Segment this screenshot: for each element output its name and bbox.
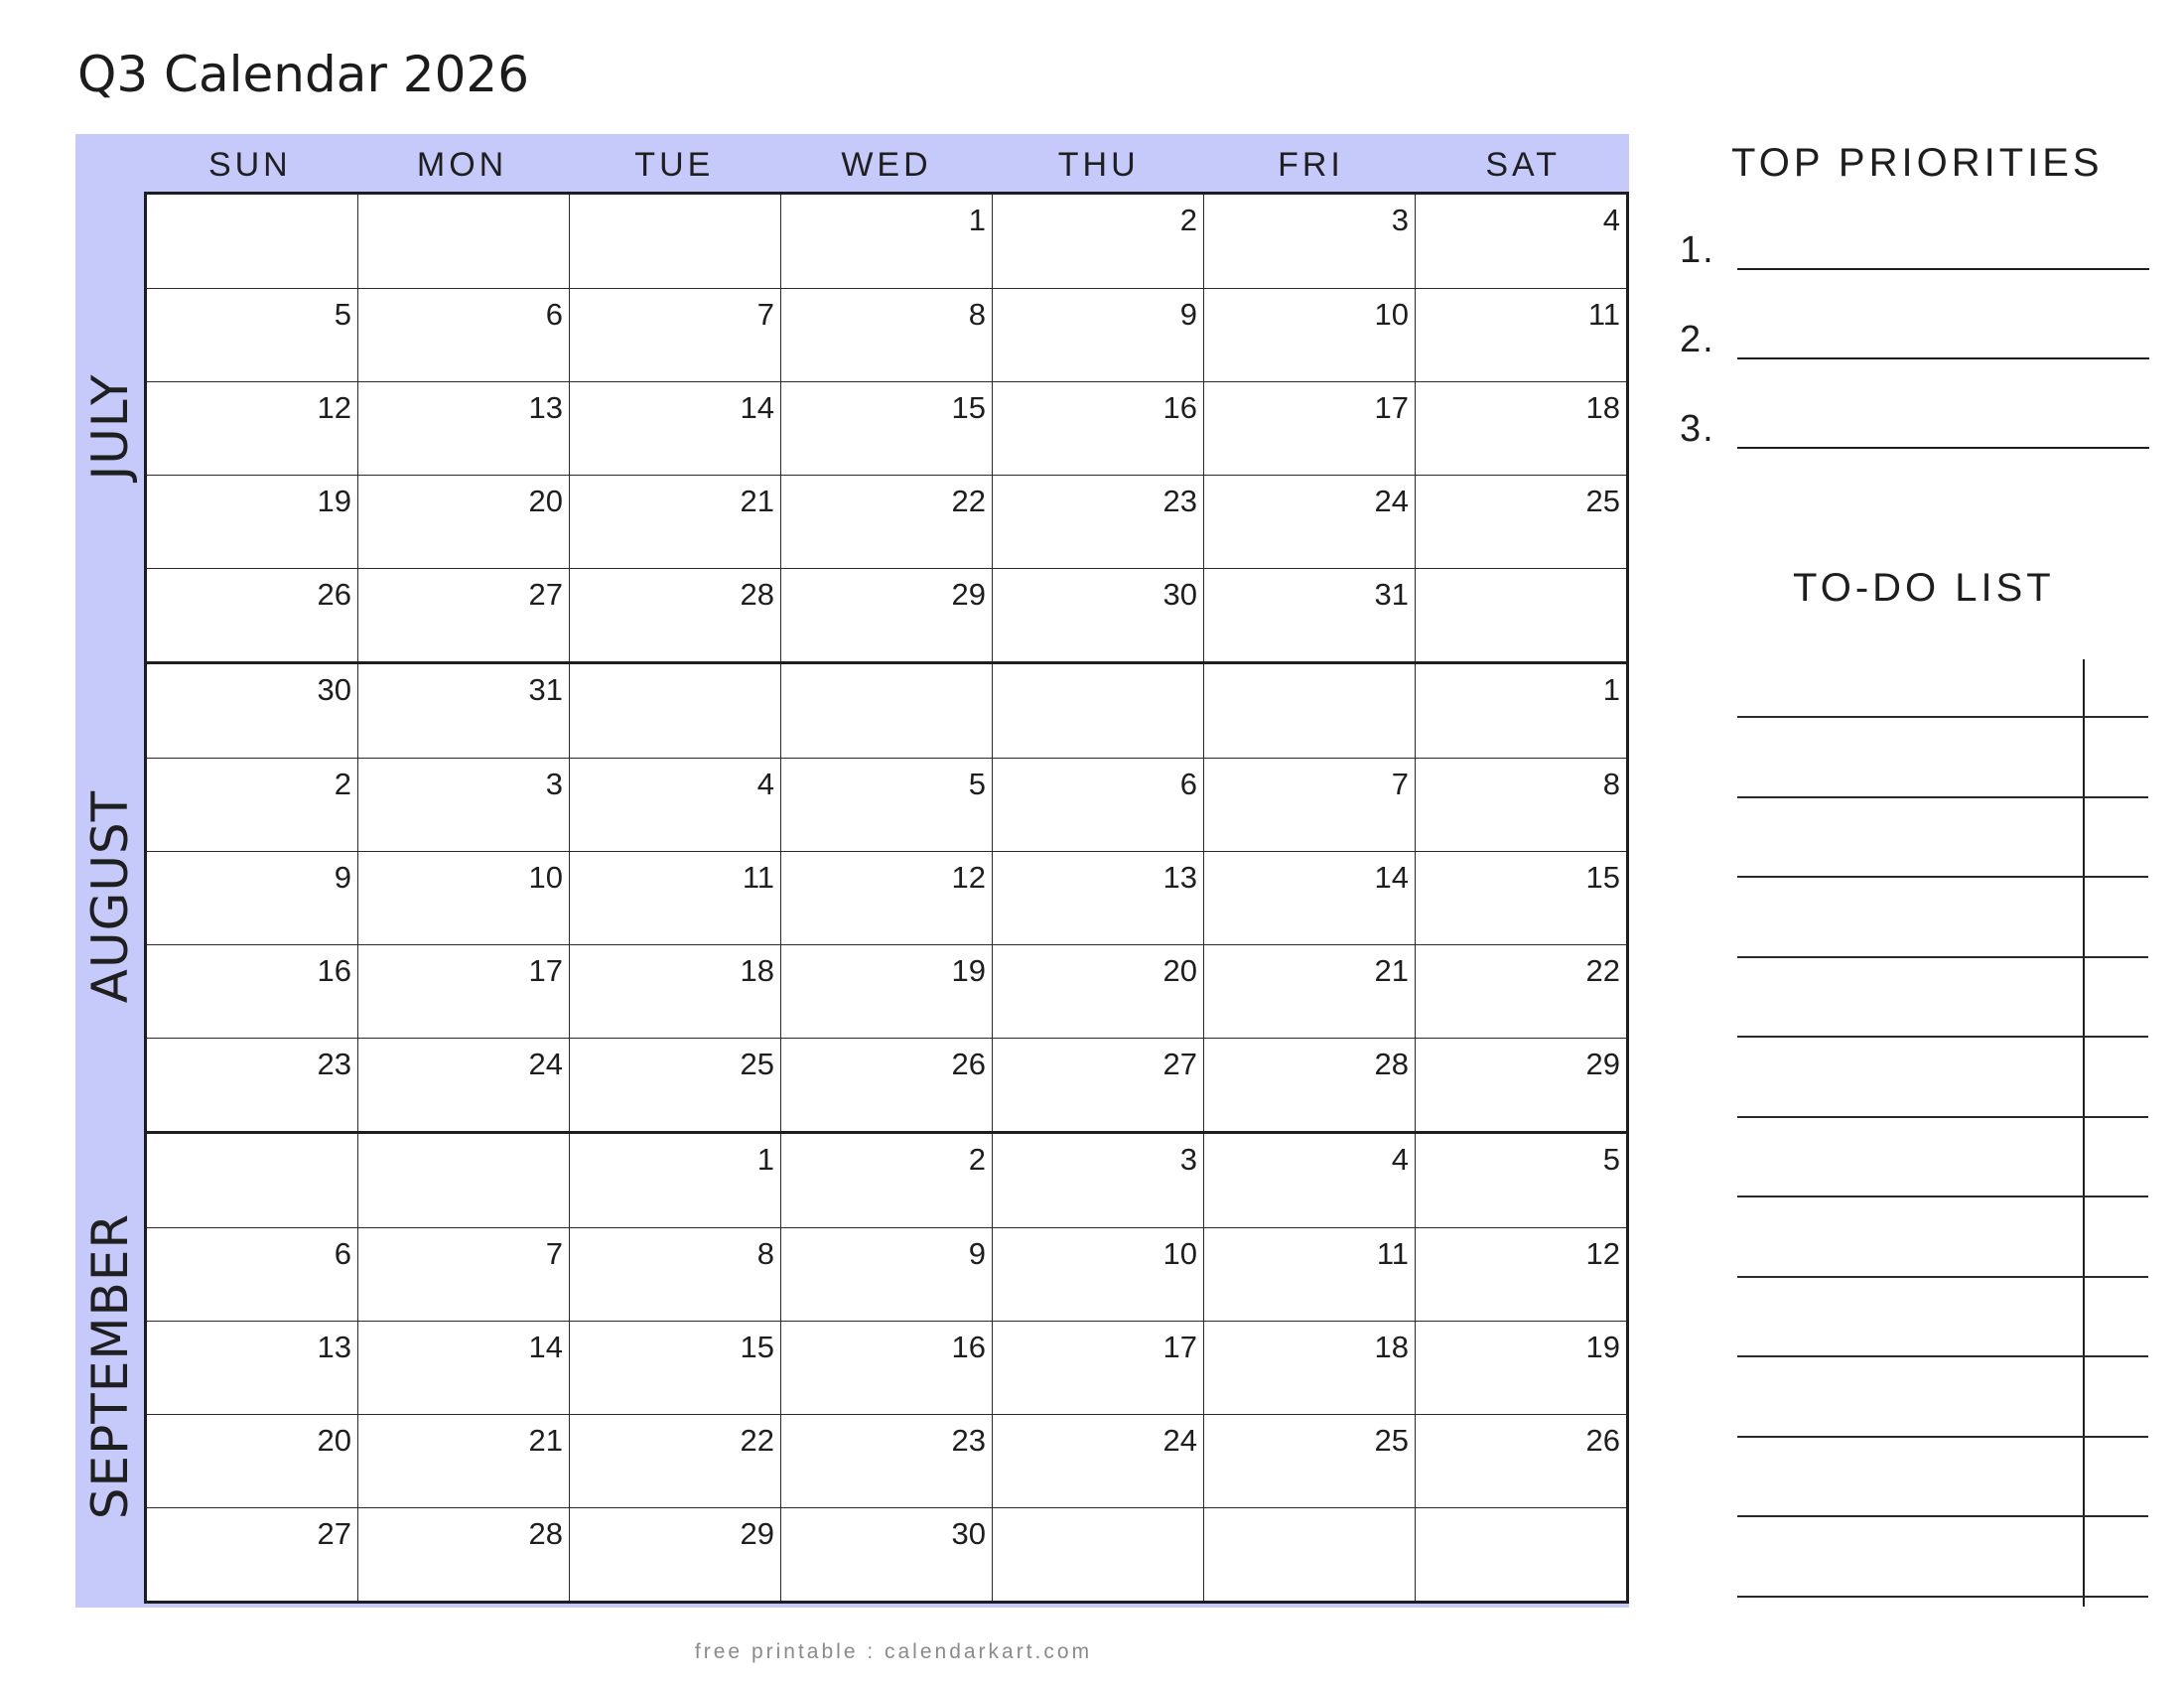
day-cell	[357, 1039, 569, 1131]
day-number: 12	[951, 860, 986, 895]
priority-number: 2.	[1680, 319, 1715, 360]
day-cell	[1415, 1134, 1626, 1227]
day-cell	[147, 569, 357, 661]
day-cell	[1415, 569, 1626, 661]
day-cell	[780, 382, 992, 475]
todo-write-line	[1737, 1116, 2148, 1118]
day-cell	[147, 759, 357, 851]
day-cell	[1203, 1039, 1415, 1131]
day-cell	[357, 1228, 569, 1321]
priority-item	[1680, 220, 2149, 270]
day-cell	[992, 476, 1203, 568]
day-number: 17	[1374, 390, 1409, 425]
day-number: 28	[528, 1516, 563, 1551]
week-row	[147, 1321, 1626, 1414]
weekday-label: SAT	[1485, 146, 1561, 184]
todo-write-line	[1737, 1276, 2148, 1278]
day-cell	[1415, 382, 1626, 475]
day-number: 9	[334, 860, 351, 895]
day-number: 18	[740, 953, 774, 988]
day-number: 28	[740, 577, 774, 612]
day-cell	[1203, 1134, 1415, 1227]
todo-write-line	[1737, 876, 2148, 878]
day-number: 26	[951, 1047, 986, 1081]
day-cell	[569, 476, 780, 568]
day-number: 10	[528, 860, 563, 895]
day-number: 5	[334, 297, 351, 332]
day-cell	[780, 664, 992, 758]
week-row	[147, 1414, 1626, 1507]
day-cell	[1203, 945, 1415, 1038]
day-number: 25	[1374, 1423, 1409, 1458]
day-number: 29	[1585, 1047, 1620, 1081]
day-number: 26	[1585, 1423, 1620, 1458]
day-number: 24	[1374, 484, 1409, 518]
day-cell	[992, 1322, 1203, 1414]
todo-write-line	[1737, 716, 2148, 718]
day-number: 14	[1374, 860, 1409, 895]
day-cell	[147, 852, 357, 944]
day-number: 11	[1376, 1236, 1409, 1271]
day-cell	[569, 382, 780, 475]
day-number: 6	[545, 297, 563, 332]
day-number: 13	[317, 1330, 351, 1364]
day-cell	[1415, 664, 1626, 758]
day-number: 11	[742, 860, 774, 895]
month-label: SEPTEMBER	[80, 1212, 139, 1519]
day-cell	[569, 1508, 780, 1601]
day-cell	[357, 476, 569, 568]
day-number: 10	[1374, 297, 1409, 332]
day-cell	[569, 289, 780, 381]
day-number: 15	[951, 390, 986, 425]
day-cell	[780, 1508, 992, 1601]
day-cell	[1415, 289, 1626, 381]
day-number: 15	[1585, 860, 1620, 895]
day-cell	[147, 1322, 357, 1414]
day-cell	[1415, 759, 1626, 851]
day-cell	[1415, 476, 1626, 568]
day-number: 14	[740, 390, 774, 425]
week-row	[147, 1134, 1626, 1227]
day-cell	[780, 195, 992, 288]
day-number: 27	[1162, 1047, 1197, 1081]
day-cell	[569, 195, 780, 288]
day-number: 10	[1162, 1236, 1197, 1271]
month-band	[75, 192, 144, 661]
day-cell	[569, 945, 780, 1038]
day-cell	[357, 1508, 569, 1601]
day-cell	[1415, 1039, 1626, 1131]
footer-credit: free printable : calendarkart.com	[694, 1640, 1093, 1663]
day-cell	[1203, 1508, 1415, 1601]
priority-write-line	[1737, 357, 2149, 359]
todo-write-line	[1737, 1515, 2148, 1517]
month-block-august	[147, 661, 1626, 1131]
todo-write-line	[1737, 796, 2148, 798]
day-number: 23	[317, 1047, 351, 1081]
day-cell	[147, 382, 357, 475]
weekday-label: SUN	[207, 146, 292, 184]
week-row	[147, 1227, 1626, 1321]
todo-write-line	[1737, 1355, 2148, 1357]
todo-list-title: TO-DO LIST	[1793, 566, 2055, 610]
priority-number: 3.	[1680, 408, 1715, 450]
top-priorities-title: TOP PRIORITIES	[1731, 141, 2104, 185]
day-number: 3	[1179, 1142, 1197, 1177]
day-cell	[1203, 569, 1415, 661]
day-number: 26	[317, 577, 351, 612]
month-block-july	[147, 192, 1626, 661]
day-number: 22	[951, 484, 986, 518]
day-cell	[780, 289, 992, 381]
day-number: 31	[1374, 577, 1409, 612]
day-number: 11	[1587, 297, 1620, 332]
day-cell	[780, 1228, 992, 1321]
day-cell	[1203, 476, 1415, 568]
week-row	[147, 944, 1626, 1038]
day-number: 1	[756, 1142, 774, 1177]
day-number: 9	[1179, 297, 1197, 332]
calendar-grid	[144, 192, 1629, 1604]
day-number: 22	[1585, 953, 1620, 988]
day-cell	[780, 1415, 992, 1507]
month-band	[75, 1131, 144, 1601]
day-number: 25	[740, 1047, 774, 1081]
day-number: 21	[1374, 953, 1409, 988]
day-number: 7	[545, 1236, 563, 1271]
day-number: 13	[1162, 860, 1197, 895]
day-cell	[992, 1508, 1203, 1601]
day-cell	[780, 1039, 992, 1131]
week-row	[147, 851, 1626, 944]
month-band	[75, 661, 144, 1131]
day-cell	[1203, 664, 1415, 758]
day-cell	[357, 945, 569, 1038]
day-number: 25	[1585, 484, 1620, 518]
todo-write-line	[1737, 1436, 2148, 1438]
week-row	[147, 664, 1626, 758]
day-cell	[147, 195, 357, 288]
day-number: 24	[528, 1047, 563, 1081]
day-cell	[357, 382, 569, 475]
day-number: 19	[951, 953, 986, 988]
day-number: 21	[740, 484, 774, 518]
priority-item	[1680, 399, 2149, 449]
day-number: 8	[968, 297, 986, 332]
day-cell	[992, 382, 1203, 475]
day-cell	[357, 664, 569, 758]
page-title: Q3 Calendar 2026	[77, 46, 530, 103]
day-cell	[569, 1134, 780, 1227]
day-number: 2	[334, 767, 351, 801]
day-number: 27	[528, 577, 563, 612]
day-cell	[1203, 759, 1415, 851]
day-number: 20	[317, 1423, 351, 1458]
day-cell	[357, 852, 569, 944]
day-number: 5	[1602, 1142, 1620, 1177]
day-cell	[147, 1508, 357, 1601]
weekday-label: WED	[841, 146, 932, 184]
priority-number: 1.	[1680, 229, 1715, 271]
day-cell	[992, 945, 1203, 1038]
day-cell	[1203, 1228, 1415, 1321]
day-cell	[780, 945, 992, 1038]
day-cell	[147, 1134, 357, 1227]
day-number: 30	[317, 672, 351, 707]
weekday-label: TUE	[634, 146, 715, 184]
day-cell	[992, 1228, 1203, 1321]
day-number: 17	[1162, 1330, 1197, 1364]
day-cell	[1203, 1415, 1415, 1507]
todo-write-line	[1737, 956, 2148, 958]
day-number: 19	[1585, 1330, 1620, 1364]
day-number: 24	[1162, 1423, 1197, 1458]
day-cell	[1203, 289, 1415, 381]
day-number: 19	[317, 484, 351, 518]
day-number: 3	[1391, 203, 1409, 237]
day-number: 1	[968, 203, 986, 237]
day-cell	[780, 1322, 992, 1414]
day-number: 30	[1162, 577, 1197, 612]
day-number: 8	[1602, 767, 1620, 801]
day-cell	[357, 569, 569, 661]
day-cell	[147, 945, 357, 1038]
day-cell	[992, 195, 1203, 288]
day-cell	[147, 1228, 357, 1321]
day-number: 15	[740, 1330, 774, 1364]
day-number: 27	[317, 1516, 351, 1551]
day-cell	[147, 1415, 357, 1507]
day-cell	[1415, 195, 1626, 288]
day-number: 3	[545, 767, 563, 801]
day-cell	[569, 569, 780, 661]
day-number: 23	[1162, 484, 1197, 518]
todo-checkbox-divider	[2083, 659, 2085, 1607]
day-number: 4	[756, 767, 774, 801]
day-cell	[780, 852, 992, 944]
day-number: 14	[528, 1330, 563, 1364]
weekday-label: FRI	[1278, 146, 1344, 184]
day-number: 7	[756, 297, 774, 332]
day-number: 12	[1585, 1236, 1620, 1271]
day-cell	[1203, 852, 1415, 944]
week-row	[147, 195, 1626, 288]
day-cell	[357, 195, 569, 288]
priority-write-line	[1737, 268, 2149, 270]
todo-write-line	[1737, 1196, 2148, 1197]
day-number: 31	[528, 672, 563, 707]
day-cell	[147, 664, 357, 758]
day-number: 23	[951, 1423, 986, 1458]
day-cell	[1415, 1508, 1626, 1601]
day-number: 8	[756, 1236, 774, 1271]
day-number: 20	[1162, 953, 1197, 988]
day-cell	[780, 1134, 992, 1227]
day-cell	[357, 759, 569, 851]
day-number: 9	[968, 1236, 986, 1271]
weekday-header-row	[144, 134, 1629, 192]
week-row	[147, 381, 1626, 475]
day-number: 6	[334, 1236, 351, 1271]
todo-write-line	[1737, 1596, 2148, 1598]
day-cell	[992, 664, 1203, 758]
day-cell	[569, 1415, 780, 1507]
day-cell	[1203, 1322, 1415, 1414]
day-number: 21	[528, 1423, 563, 1458]
day-number: 29	[951, 577, 986, 612]
day-number: 7	[1391, 767, 1409, 801]
week-row	[147, 475, 1626, 568]
day-cell	[780, 476, 992, 568]
weekday-label: MON	[416, 146, 508, 184]
day-number: 4	[1391, 1142, 1409, 1177]
day-cell	[357, 1134, 569, 1227]
day-cell	[147, 1039, 357, 1131]
day-cell	[357, 1322, 569, 1414]
day-number: 30	[951, 1516, 986, 1551]
day-cell	[147, 476, 357, 568]
day-number: 17	[528, 953, 563, 988]
day-cell	[1203, 382, 1415, 475]
day-number: 16	[317, 953, 351, 988]
day-number: 2	[1179, 203, 1197, 237]
day-number: 12	[317, 390, 351, 425]
day-cell	[569, 1322, 780, 1414]
day-cell	[992, 1415, 1203, 1507]
month-block-september	[147, 1131, 1626, 1601]
day-cell	[992, 1134, 1203, 1227]
weekday-label: THU	[1057, 146, 1140, 184]
day-cell	[992, 289, 1203, 381]
day-cell	[780, 569, 992, 661]
day-cell	[569, 1228, 780, 1321]
day-cell	[1203, 195, 1415, 288]
todo-write-line	[1737, 1036, 2148, 1038]
week-row	[147, 568, 1626, 661]
day-cell	[992, 759, 1203, 851]
month-label: AUGUST	[80, 789, 139, 1003]
day-cell	[569, 852, 780, 944]
priority-write-line	[1737, 447, 2149, 449]
priority-item	[1680, 310, 2149, 359]
day-number: 4	[1602, 203, 1620, 237]
day-cell	[992, 569, 1203, 661]
day-number: 16	[951, 1330, 986, 1364]
day-number: 29	[740, 1516, 774, 1551]
day-cell	[357, 289, 569, 381]
day-number: 18	[1585, 390, 1620, 425]
day-cell	[1415, 1228, 1626, 1321]
day-number: 28	[1374, 1047, 1409, 1081]
week-row	[147, 1507, 1626, 1601]
day-number: 5	[968, 767, 986, 801]
week-row	[147, 288, 1626, 381]
day-cell	[1415, 945, 1626, 1038]
day-cell	[569, 664, 780, 758]
day-number: 2	[968, 1142, 986, 1177]
day-number: 1	[1602, 672, 1620, 707]
day-cell	[569, 1039, 780, 1131]
day-number: 6	[1179, 767, 1197, 801]
day-cell	[992, 1039, 1203, 1131]
day-number: 16	[1162, 390, 1197, 425]
day-cell	[1415, 1322, 1626, 1414]
day-number: 18	[1374, 1330, 1409, 1364]
day-cell	[569, 759, 780, 851]
day-cell	[1415, 1415, 1626, 1507]
month-label: JULY	[80, 372, 139, 481]
day-number: 20	[528, 484, 563, 518]
day-number: 13	[528, 390, 563, 425]
week-row	[147, 1038, 1626, 1131]
day-cell	[1415, 852, 1626, 944]
day-cell	[992, 852, 1203, 944]
day-cell	[357, 1415, 569, 1507]
week-row	[147, 758, 1626, 851]
day-number: 22	[740, 1423, 774, 1458]
day-cell	[780, 759, 992, 851]
day-cell	[147, 289, 357, 381]
